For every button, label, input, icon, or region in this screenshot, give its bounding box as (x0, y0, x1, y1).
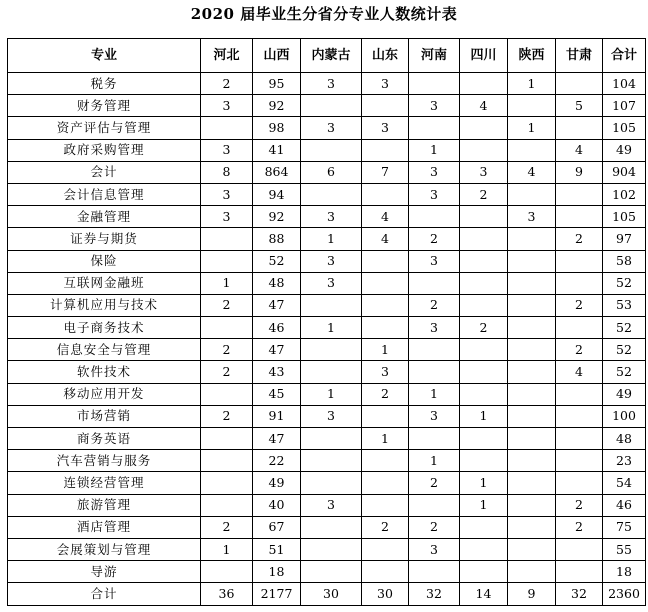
table-row (8, 339, 646, 361)
count-cell (460, 250, 508, 272)
column-header-major: 专业 (8, 39, 201, 73)
count-cell: 2 (460, 317, 508, 339)
count-cell: 3 (201, 95, 253, 117)
count-cell (362, 95, 409, 117)
count-cell: 1 (362, 339, 409, 361)
count-cell (362, 405, 409, 427)
count-cell: 3 (201, 183, 253, 205)
count-cell (460, 139, 508, 161)
count-cell: 52 (603, 317, 646, 339)
count-cell (301, 294, 362, 316)
count-cell: 2 (201, 339, 253, 361)
count-cell: 3 (301, 73, 362, 95)
table-row (8, 272, 646, 294)
count-cell: 105 (603, 206, 646, 228)
table-row (8, 250, 646, 272)
count-cell (508, 250, 556, 272)
count-cell (508, 228, 556, 250)
major-name-cell: 连锁经营管理 (8, 472, 201, 494)
count-cell (460, 206, 508, 228)
count-cell: 3 (409, 538, 460, 560)
count-cell: 46 (603, 494, 646, 516)
count-cell (409, 561, 460, 583)
count-cell (508, 294, 556, 316)
count-cell: 2 (201, 294, 253, 316)
count-cell: 58 (603, 250, 646, 272)
header-row (8, 39, 646, 73)
count-cell: 48 (603, 428, 646, 450)
count-cell (301, 561, 362, 583)
count-cell: 104 (603, 73, 646, 95)
count-cell (301, 538, 362, 560)
count-cell (508, 317, 556, 339)
major-name-cell: 电子商务技术 (8, 317, 201, 339)
count-cell: 102 (603, 183, 646, 205)
count-cell: 3 (409, 250, 460, 272)
count-cell (508, 405, 556, 427)
count-cell: 1 (362, 428, 409, 450)
count-cell (301, 95, 362, 117)
count-cell: 2360 (603, 583, 646, 605)
major-name-cell: 税务 (8, 73, 201, 95)
count-cell (460, 228, 508, 250)
count-cell: 47 (253, 294, 301, 316)
count-cell: 2 (409, 294, 460, 316)
major-name-cell: 会计信息管理 (8, 183, 201, 205)
count-cell (201, 472, 253, 494)
count-cell (508, 361, 556, 383)
count-cell (460, 428, 508, 450)
count-cell (556, 183, 603, 205)
major-name-cell: 旅游管理 (8, 494, 201, 516)
count-cell: 2 (362, 383, 409, 405)
count-cell (508, 339, 556, 361)
count-cell: 51 (253, 538, 301, 560)
count-cell: 5 (556, 95, 603, 117)
major-name-cell: 证券与期货 (8, 228, 201, 250)
count-cell: 1 (409, 450, 460, 472)
count-cell: 4 (362, 228, 409, 250)
count-cell (362, 561, 409, 583)
count-cell (201, 494, 253, 516)
count-cell: 53 (603, 294, 646, 316)
count-cell: 52 (603, 272, 646, 294)
count-cell (556, 538, 603, 560)
count-cell: 1 (409, 383, 460, 405)
count-cell: 91 (253, 405, 301, 427)
count-cell: 14 (460, 583, 508, 605)
count-cell: 3 (301, 272, 362, 294)
count-cell: 3 (301, 494, 362, 516)
count-cell (556, 117, 603, 139)
count-cell (362, 472, 409, 494)
major-name-cell: 政府采购管理 (8, 139, 201, 161)
count-cell (362, 294, 409, 316)
count-cell (556, 250, 603, 272)
count-cell: 43 (253, 361, 301, 383)
count-cell (362, 139, 409, 161)
count-cell (508, 450, 556, 472)
major-name-cell: 酒店管理 (8, 516, 201, 538)
count-cell: 18 (253, 561, 301, 583)
count-cell: 67 (253, 516, 301, 538)
table-row (8, 139, 646, 161)
count-cell (301, 183, 362, 205)
count-cell: 75 (603, 516, 646, 538)
count-cell (556, 561, 603, 583)
count-cell (201, 250, 253, 272)
count-cell: 4 (556, 361, 603, 383)
major-name-cell: 财务管理 (8, 95, 201, 117)
major-name-cell: 计算机应用与技术 (8, 294, 201, 316)
major-name-cell: 资产评估与管理 (8, 117, 201, 139)
table-row (8, 317, 646, 339)
count-cell: 2 (409, 516, 460, 538)
count-cell (409, 339, 460, 361)
count-cell: 94 (253, 183, 301, 205)
table-row (8, 561, 646, 583)
count-cell: 36 (201, 583, 253, 605)
count-cell: 1 (409, 139, 460, 161)
count-cell: 97 (603, 228, 646, 250)
count-cell: 54 (603, 472, 646, 494)
table-row (8, 383, 646, 405)
count-cell: 864 (253, 161, 301, 183)
count-cell: 904 (603, 161, 646, 183)
count-cell: 2 (201, 405, 253, 427)
count-cell (201, 428, 253, 450)
count-cell: 1 (508, 73, 556, 95)
count-cell: 1 (201, 538, 253, 560)
count-cell: 49 (603, 139, 646, 161)
count-cell (556, 73, 603, 95)
table-row (8, 494, 646, 516)
count-cell: 2 (556, 494, 603, 516)
count-cell (362, 317, 409, 339)
count-cell: 1 (201, 272, 253, 294)
count-cell (201, 228, 253, 250)
count-cell: 30 (301, 583, 362, 605)
count-cell: 3 (362, 117, 409, 139)
column-header: 四川 (460, 39, 508, 73)
count-cell: 3 (362, 73, 409, 95)
count-cell: 3 (301, 206, 362, 228)
table-row (8, 450, 646, 472)
count-cell (301, 361, 362, 383)
count-cell (460, 294, 508, 316)
count-cell: 52 (253, 250, 301, 272)
table-row (8, 228, 646, 250)
table-row (8, 95, 646, 117)
count-cell: 1 (301, 317, 362, 339)
count-cell: 3 (201, 206, 253, 228)
column-header: 内蒙古 (301, 39, 362, 73)
count-cell: 3 (409, 183, 460, 205)
count-cell: 3 (409, 405, 460, 427)
count-cell: 1 (460, 405, 508, 427)
column-header: 河北 (201, 39, 253, 73)
count-cell: 1 (508, 117, 556, 139)
count-cell: 6 (301, 161, 362, 183)
count-cell (508, 272, 556, 294)
count-cell: 88 (253, 228, 301, 250)
count-cell: 3 (301, 250, 362, 272)
count-cell (460, 117, 508, 139)
count-cell: 2 (201, 73, 253, 95)
count-cell (301, 428, 362, 450)
count-cell: 45 (253, 383, 301, 405)
column-header: 陕西 (508, 39, 556, 73)
count-cell (556, 472, 603, 494)
count-cell: 1 (301, 228, 362, 250)
count-cell: 4 (556, 139, 603, 161)
table-row (8, 161, 646, 183)
count-cell: 95 (253, 73, 301, 95)
count-cell (508, 472, 556, 494)
count-cell: 8 (201, 161, 253, 183)
count-cell (460, 383, 508, 405)
count-cell: 2 (556, 339, 603, 361)
table-row (8, 183, 646, 205)
count-cell: 3 (409, 161, 460, 183)
count-cell (409, 272, 460, 294)
count-cell: 2 (556, 228, 603, 250)
table-row (8, 361, 646, 383)
table-title: 2020 届毕业生分省分专业人数统计表 (190, 5, 458, 23)
count-cell (362, 450, 409, 472)
count-cell (460, 361, 508, 383)
count-cell: 2 (556, 294, 603, 316)
count-cell: 47 (253, 339, 301, 361)
count-cell (508, 561, 556, 583)
count-cell: 2 (409, 472, 460, 494)
count-cell (556, 450, 603, 472)
count-cell: 23 (603, 450, 646, 472)
count-cell (508, 516, 556, 538)
count-cell: 92 (253, 206, 301, 228)
total-row (8, 583, 646, 605)
count-cell (362, 272, 409, 294)
column-header: 甘肃 (556, 39, 603, 73)
count-cell (460, 538, 508, 560)
count-cell (508, 538, 556, 560)
count-cell: 3 (301, 117, 362, 139)
count-cell: 2 (201, 516, 253, 538)
major-name-cell: 市场营销 (8, 405, 201, 427)
count-cell: 3 (362, 361, 409, 383)
count-cell (460, 450, 508, 472)
count-cell: 3 (409, 317, 460, 339)
count-cell (362, 250, 409, 272)
column-header: 山西 (253, 39, 301, 73)
column-header: 合计 (603, 39, 646, 73)
count-cell: 1 (301, 383, 362, 405)
count-cell: 49 (603, 383, 646, 405)
count-cell: 3 (508, 206, 556, 228)
count-cell: 52 (603, 339, 646, 361)
count-cell (556, 317, 603, 339)
count-cell (362, 183, 409, 205)
count-cell (409, 494, 460, 516)
count-cell: 4 (362, 206, 409, 228)
count-cell: 40 (253, 494, 301, 516)
count-cell (409, 428, 460, 450)
count-cell (460, 561, 508, 583)
count-cell: 100 (603, 405, 646, 427)
count-cell: 92 (253, 95, 301, 117)
count-cell (460, 272, 508, 294)
major-name-cell: 信息安全与管理 (8, 339, 201, 361)
count-cell: 41 (253, 139, 301, 161)
count-cell (508, 494, 556, 516)
count-cell (556, 428, 603, 450)
count-cell (301, 516, 362, 538)
count-cell: 2 (460, 183, 508, 205)
count-cell (508, 95, 556, 117)
count-cell: 48 (253, 272, 301, 294)
table-row (8, 428, 646, 450)
count-cell (556, 383, 603, 405)
count-cell: 9 (508, 583, 556, 605)
count-cell: 2177 (253, 583, 301, 605)
count-cell (301, 339, 362, 361)
count-cell (301, 139, 362, 161)
count-cell (460, 339, 508, 361)
count-cell (362, 538, 409, 560)
count-cell (508, 183, 556, 205)
count-cell: 1 (460, 494, 508, 516)
count-cell: 18 (603, 561, 646, 583)
table-row (8, 73, 646, 95)
count-cell: 9 (556, 161, 603, 183)
count-cell: 2 (362, 516, 409, 538)
count-cell: 3 (301, 405, 362, 427)
count-cell: 7 (362, 161, 409, 183)
table-row (8, 516, 646, 538)
major-name-cell: 导游 (8, 561, 201, 583)
count-cell (409, 117, 460, 139)
count-cell (201, 561, 253, 583)
count-cell (460, 516, 508, 538)
major-name-cell: 保险 (8, 250, 201, 272)
count-cell (508, 139, 556, 161)
count-cell (201, 450, 253, 472)
major-name-cell: 金融管理 (8, 206, 201, 228)
count-cell: 47 (253, 428, 301, 450)
major-name-cell: 会展策划与管理 (8, 538, 201, 560)
count-cell: 105 (603, 117, 646, 139)
count-cell (508, 383, 556, 405)
count-cell (301, 472, 362, 494)
count-cell: 3 (409, 95, 460, 117)
statistics-table (7, 38, 646, 606)
count-cell (556, 405, 603, 427)
count-cell: 2 (409, 228, 460, 250)
major-name-cell: 汽车营销与服务 (8, 450, 201, 472)
count-cell: 3 (460, 161, 508, 183)
count-cell (409, 73, 460, 95)
major-name-cell: 互联网金融班 (8, 272, 201, 294)
count-cell (409, 206, 460, 228)
count-cell: 55 (603, 538, 646, 560)
count-cell (409, 361, 460, 383)
table-row (8, 405, 646, 427)
major-name-cell: 移动应用开发 (8, 383, 201, 405)
count-cell: 1 (460, 472, 508, 494)
count-cell (362, 494, 409, 516)
table-row (8, 206, 646, 228)
table-row (8, 538, 646, 560)
count-cell: 4 (460, 95, 508, 117)
table-row (8, 294, 646, 316)
column-header: 河南 (409, 39, 460, 73)
count-cell (301, 450, 362, 472)
table-row (8, 117, 646, 139)
column-header: 山东 (362, 39, 409, 73)
count-cell: 32 (556, 583, 603, 605)
count-cell: 107 (603, 95, 646, 117)
count-cell: 46 (253, 317, 301, 339)
major-name-cell: 软件技术 (8, 361, 201, 383)
count-cell: 49 (253, 472, 301, 494)
table-row (8, 472, 646, 494)
count-cell (556, 206, 603, 228)
count-cell: 32 (409, 583, 460, 605)
count-cell (460, 73, 508, 95)
count-cell (556, 272, 603, 294)
count-cell: 3 (201, 139, 253, 161)
count-cell: 2 (556, 516, 603, 538)
count-cell: 22 (253, 450, 301, 472)
count-cell (201, 317, 253, 339)
count-cell: 4 (508, 161, 556, 183)
count-cell: 30 (362, 583, 409, 605)
count-cell (508, 428, 556, 450)
count-cell: 98 (253, 117, 301, 139)
count-cell (201, 383, 253, 405)
count-cell: 2 (201, 361, 253, 383)
count-cell (201, 117, 253, 139)
count-cell: 52 (603, 361, 646, 383)
major-name-cell: 会计 (8, 161, 201, 183)
major-name-cell: 合计 (8, 583, 201, 605)
major-name-cell: 商务英语 (8, 428, 201, 450)
